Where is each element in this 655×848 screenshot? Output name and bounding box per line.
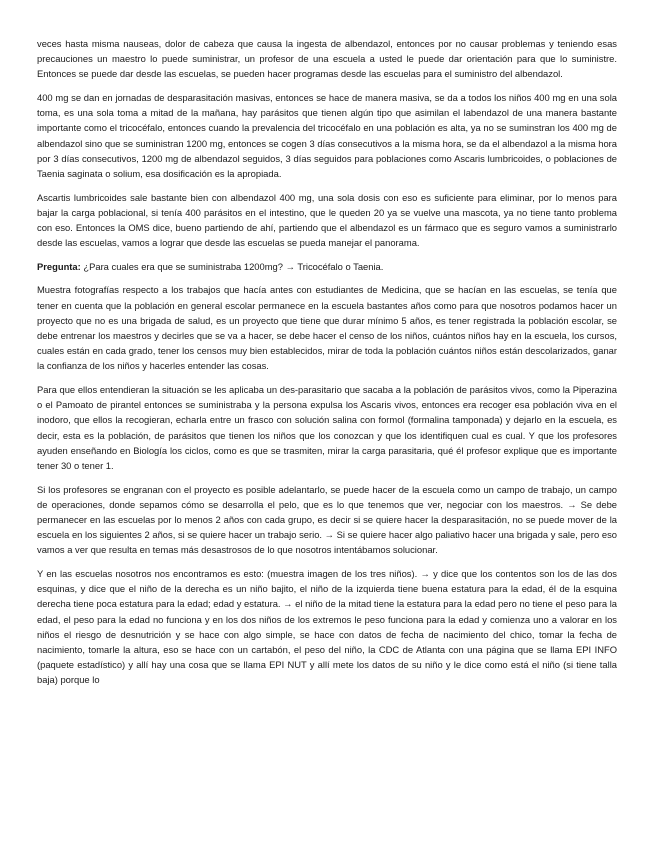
paragraph-teachers-engagement: Si los profesores se engranan con el proyecto es posible adelantarlo, se puede hacer de la escuela como un campo de trabajo, un campo de operaciones, donde sepamos cómo se desarrolla el pelo, que es lo que tenemos que ver, negociar con los maestros. → Se debe permanecer en las escuelas por lo menos 2 años con cada grupo, es decir si se quiere hacer la desparasitación, no se puede mover de la escuela en los siguientes 2 años, si se quiere hacer un trabajo serio. → Si se quiere hacer algo paliativo hacer una brigada y sale, pero eso vamos a ver que resulta en temas más desastrosos de lo que nosotros intentábamos solucionar. xyxy=(37,483,617,556)
paragraph-children-nutrition: Y en las escuelas nosotros nos encontramos es esto: (muestra imagen de los tres niños). → y dice que los contentos son los de las dos esquinas, y dice que el niño de la derecha es un niño bajito, el niño de la izquierda tiene buena estatura para la edad, él de la esquina derecha tiene poca estatura para la edad; edad y estatura. → el niño de la mitad tiene la estatura para la edad pero no tiene el peso para la edad, el peso para la edad no funciona y en los dos niños de los extremos le peso funciona para la edad y comienza uno a valorar en los niños el riesgo de desnutrición y se hace con algo simple, se hace con datos de fecha de nacimiento del chico, tomar la fecha de nacimiento, tomarle la altura, eso se hace con un cartabón, el peso del niño, la CDC de Atlanta con una página que se llama EPI INFO (paquete estadístico) y allí hay una cosa que se llama EPI NUT y allí mete los datos de su niño y le dice como está el niño (si tiene talla baja) porque lo xyxy=(37,568,617,686)
paragraph-antiparasitic-demo: Para que ellos entendieran la situación se les aplicaba un des-parasitario que sacaba a la población de parásitos vivos, como la Piperazina o el Pamoato de pirantel entonces se suministraba y la persona expulsa los Ascaris vivos, entonces era recoger esa población viva en el inodoro, que ellos la recogieran, echarla entre un frasco con solución salina con formol (formalina tamponada) y dejarlo en la escuela, es decir, esta es la población, de parásitos que tienen los niños que los conozcan y que los identifiquen cual es cual. Y que los profesores ayuden enseñando en Biología los ciclos, como es que se trasmiten, mirar la carga parasitaria, qué él profesor explique que es importante tener 30 o tener 1. xyxy=(37,384,617,472)
paragraph-ascaris-oms: Ascartis lumbricoides sale bastante bien con albendazol 400 mg, una sola dosis con eso es suficiente para eliminar, por lo menos para bajar la carga poblacional, si tenía 400 parásitos en el intestino, que le queden 20 ya se vuelve una mascota, ya no tiene tanto problema con eso. Entonces la OMS dice, bueno partiendo de ahí, partiendo que el albendazol es un fármaco que es seguro vamos a suministrarlo desde las escuelas, vamos a lograr que desde las escuelas se pueda manejar el panorama. xyxy=(37,191,617,249)
paragraph-school-project: Muestra fotografías respecto a los trabajos que hacía antes con estudiantes de Medicina, que se hacían en las escuelas, se tenía que tener en cuenta que la población en general escolar permanece en la escuela bastantes años como para que nosotros podamos hacer un proyecto que no es una brigada de salud, es un proyecto que tiene que durar mínimo 5 años, es tener registrada la población escolar, se debe entrenar los maestros y decirles que se va a hacer, se debe hacer el censo de los niños, cuántos niños hay en la escuela, los cursos, cuales están en cada grado, tener los censos muy bien establecidos, mirar de toda la población cuántos niños están descolarizados, ganar la confianza de los niños y hacerles entender las cosas. xyxy=(37,284,617,372)
document-page xyxy=(37,36,617,696)
paragraph-dosage-400mg: 400 mg se dan en jornadas de desparasitación masivas, entonces se hace de manera masiva, se da a todos los niños 400 mg en una sola toma, es una sola toma a mitad de la mañana, hay parásitos que tienen algún tipo que asimilan el labendazol de una manera bastante importante como el tricocéfalo, entonces cuando la prevalencia del tricocéfalo en una población es alta, ya no se suminstran los 400 mg de albendazol sino que se suministran 1200 mg, entonces se cogen 3 días consecutivos a la misma hora, se da el albendazol a la misma hora por 3 días consecutivos, 1200 mg de albendazol seguidos, 3 días seguidos para poblaciones como Ascaris lumbricoides, o poblaciones de Taenia saginata o solium, esa dosificación es la apropiada. xyxy=(37,92,617,180)
question-paragraph xyxy=(37,259,617,274)
question-text: ¿Para cuales era que se suministraba 1200mg? → Tricocéfalo o Taenia. xyxy=(80,260,384,272)
question-label: Pregunta: xyxy=(37,260,81,272)
paragraph-albendazol-schools: veces hasta misma nauseas, dolor de cabeza que causa la ingesta de albendazol, entonces por no causar problemas y teniendo esas precauciones un maestro lo puede suministrar, un profesor de una escuela a usted le puede dar orientación para que lo suministre. Entonces se puede dar desde las escuelas, se pueden hacer programas desde las escuelas para el suministro del albendazol. xyxy=(37,38,617,80)
